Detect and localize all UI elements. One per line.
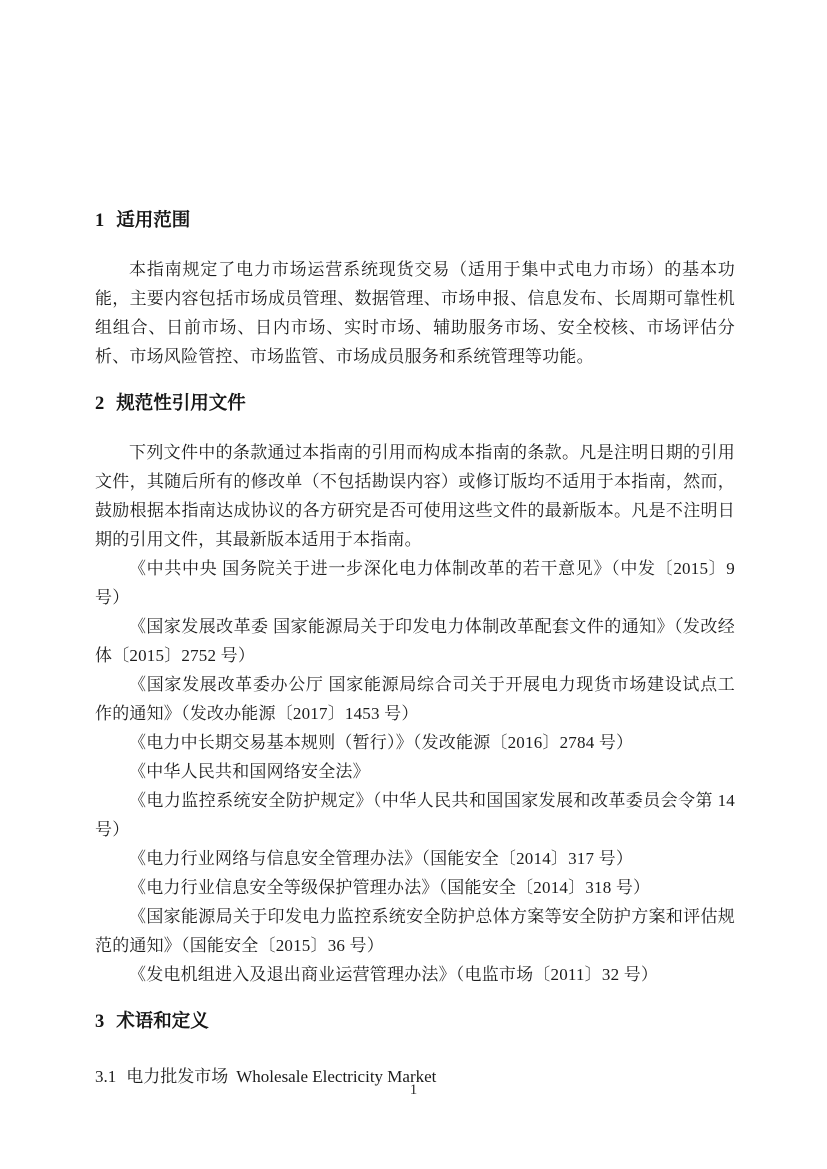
- section-2-paragraph: 下列文件中的条款通过本指南的引用而构成本指南的条款。凡是注明日期的引用文件，其随后所有的修改单（不包括勘误内容）或修订版均不适用于本指南，然而，鼓励根据本指南达成协议的各方研究是否可使用这些文件的最新版本。凡是不注明日期的引用文件，其最新版本适用于本指南。: [95, 443, 735, 549]
- section-title: 术语和定义: [116, 1010, 209, 1031]
- section-heading-2: [95, 389, 735, 418]
- term-name-zh: 电力批发市场: [126, 1067, 229, 1086]
- section-title: 规范性引用文件: [116, 392, 246, 413]
- reference-item: 《电力中长期交易基本规则（暂行）》（发改能源〔2016〕2784 号）: [129, 733, 634, 752]
- reference-item: 《国家发展改革委办公厅 国家能源局综合司关于开展电力现货市场建设试点工作的通知》（发改办能源〔2017〕1453 号）: [95, 675, 735, 723]
- section-1-paragraph: 本指南规定了电力市场运营系统现货交易（适用于集中式电力市场）的基本功能，主要内容包括市场成员管理、数据管理、市场申报、信息发布、长周期可靠性机组组合、日前市场、日内市场、实时市场、辅助服务市场、安全校核、市场评估分析、市场风险管控、市场监管、市场成员服务和系统管理等功能。: [95, 260, 735, 366]
- section-title: 适用范围: [116, 209, 191, 230]
- reference-item: 《国家能源局关于印发电力监控系统安全防护总体方案等安全防护方案和评估规范的通知》（国能安全〔2015〕36 号）: [95, 907, 735, 955]
- reference-item: 《电力监控系统安全防护规定》（中华人民共和国国家发展和改革委员会令第 14 号）: [95, 791, 735, 839]
- reference-item: 《电力行业信息安全等级保护管理办法》（国能安全〔2014〕318 号）: [129, 878, 651, 897]
- section-heading-3: [95, 1007, 735, 1036]
- section-number: 1: [95, 211, 105, 231]
- reference-item: 《电力行业网络与信息安全管理办法》（国能安全〔2014〕317 号）: [129, 849, 634, 868]
- section-number: 3: [95, 1012, 105, 1032]
- reference-item: 《国家发展改革委 国家能源局关于印发电力体制改革配套文件的通知》（发改经体〔2015〕2752 号）: [95, 617, 735, 665]
- term-name-en: Wholesale Electricity Market: [236, 1067, 437, 1086]
- page-number: 1: [409, 1082, 418, 1098]
- reference-item: 《中华人民共和国网络安全法》: [129, 762, 370, 781]
- reference-item: 《中共中央 国务院关于进一步深化电力体制改革的若干意见》（中发〔2015〕9 号）: [95, 559, 735, 607]
- reference-item: 《发电机组进入及退出商业运营管理办法》（电监市场〔2011〕32 号）: [129, 965, 659, 984]
- section-heading-1: [95, 206, 735, 235]
- term-id: 3.1: [95, 1067, 117, 1086]
- section-number: 2: [95, 394, 105, 414]
